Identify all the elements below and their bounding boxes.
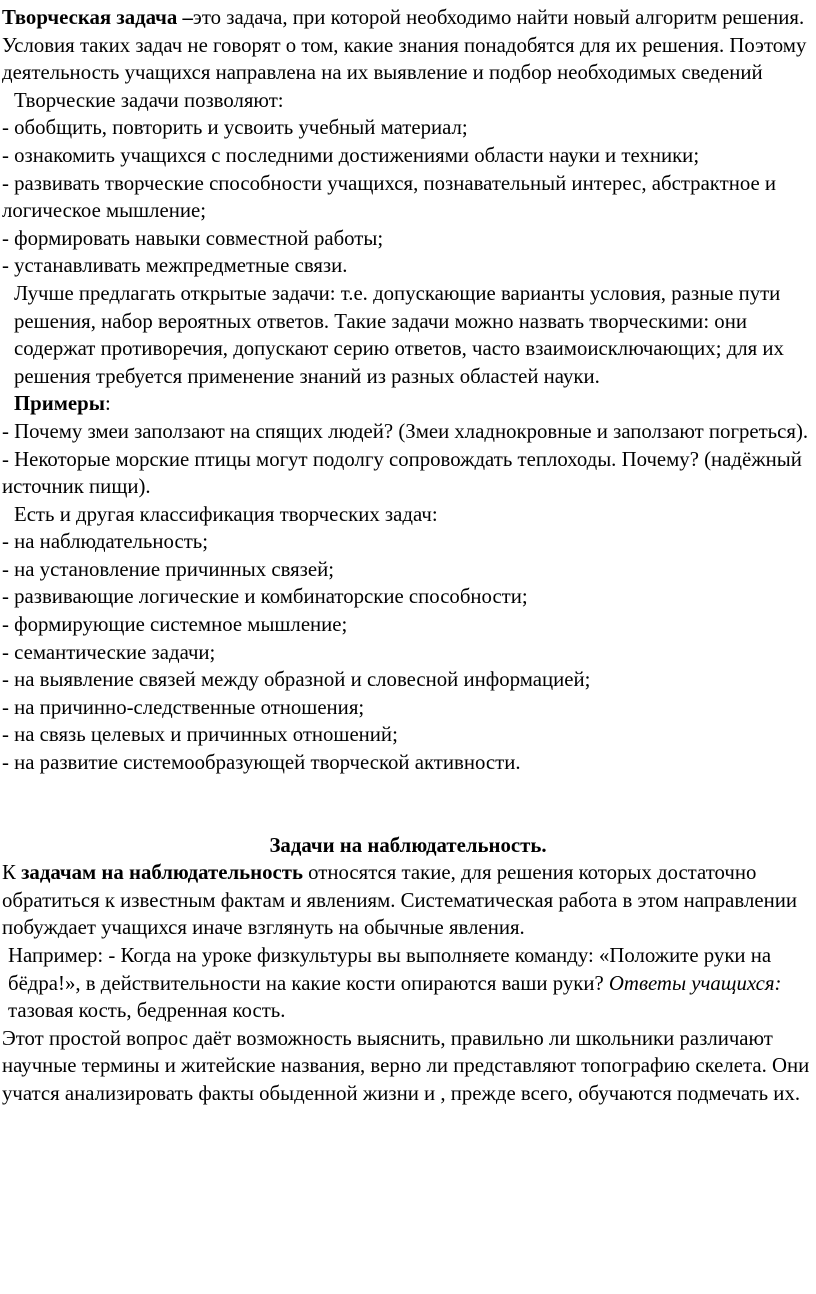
- section-paragraph-2: [2, 942, 814, 1025]
- definition-text: это задача, при которой необходимо найти новый алгоритм решения. Условия таких задач не говорят о том, какие знания понадобятся для их решения. Поэтому деятельность учащихся направлена на их выявление и подбор необходимых сведений: [2, 6, 807, 85]
- section-p1-start: К: [2, 861, 22, 885]
- list-item: - на установление причинных связей;: [2, 557, 335, 581]
- list-item: - развивать творческие способности учащихся, познавательный интерес, абстрактное и логическое мышление;: [2, 171, 777, 223]
- list-item: - ознакомить учащихся с последними достижениями области науки и техники;: [2, 143, 700, 167]
- term-bold: Творческая задача –: [2, 6, 193, 29]
- examples-heading: [2, 390, 814, 418]
- section-title: Задачи на наблюдательность.: [269, 833, 547, 857]
- section-p1-bold: задачам на наблюдательность: [21, 861, 303, 885]
- definition-paragraph: [2, 4, 814, 87]
- document-page: [2, 4, 814, 1108]
- list-item: - обобщить, повторить и усвоить учебный материал;: [2, 116, 468, 140]
- examples-heading-tail: :: [104, 392, 111, 416]
- list-item: - на связь целевых и причинных отношений;: [2, 723, 398, 747]
- list-item: - формирующие системное мышление;: [2, 613, 348, 637]
- list-item: - на наблюдательность;: [2, 530, 209, 554]
- list-item: - на развитие системообразующей творческой активности.: [2, 751, 521, 775]
- section-p2-start: Например: - Когда на уроке физкультуры вы выполняете команду: «Положите руки на бёдра!», в действительности на какие кости опираются ваши руки?: [8, 944, 772, 995]
- allows-heading: Творческие задачи позволяют:: [14, 88, 284, 112]
- list-item: - на причинно-следственные отношения;: [2, 695, 365, 719]
- list-item: - формировать навыки совместной работы;: [2, 226, 384, 250]
- classification-heading: Есть и другая классификация творческих задач:: [14, 502, 438, 526]
- list-item: - на выявление связей между образной и словесной информацией;: [2, 668, 591, 692]
- list-item: - Некоторые морские птицы могут подолгу сопровождать теплоходы. Почему? (надёжный источник пищи).: [2, 447, 802, 499]
- spacer: [2, 777, 814, 832]
- list-item: - устанавливать межпредметные связи.: [2, 254, 348, 278]
- section-p2-rest: тазовая кость, бедренная кость.: [8, 999, 286, 1023]
- list-item: - Почему змеи заползают на спящих людей? (Змеи хладнокровные и заползают погреться).: [2, 419, 809, 443]
- section-p2-italic: Ответы учащихся:: [608, 971, 782, 995]
- list-item: - развивающие логические и комбинаторские способности;: [2, 585, 528, 609]
- section-paragraph-3: Этот простой вопрос даёт возможность выяснить, правильно ли школьники различают научные термины и житейские названия, верно ли представляют топографию скелета. Они учатся анализировать факты обыденной жизни и , прежде всего, обучаются подмечать их.: [2, 1026, 810, 1105]
- section-p1-rest: относятся такие, для решения которых достаточно обратиться к известным фактам и явлениям. Систематическая работа в этом направлении побуждает учащихся иначе взглянуть на обычные явления.: [2, 861, 797, 940]
- open-tasks-paragraph: Лучше предлагать открытые задачи: т.е. допускающие варианты условия, разные пути решения, набор вероятных ответов. Такие задачи можно назвать творческими: они содержат противоречия, допускают серию ответов, часто взаимоисключающих; для их решения требуется применение знаний из разных областей науки.: [14, 281, 784, 388]
- examples-heading-bold: Примеры: [14, 392, 105, 416]
- section-paragraph-1: [2, 859, 814, 942]
- list-item: - семантические задачи;: [2, 640, 216, 664]
